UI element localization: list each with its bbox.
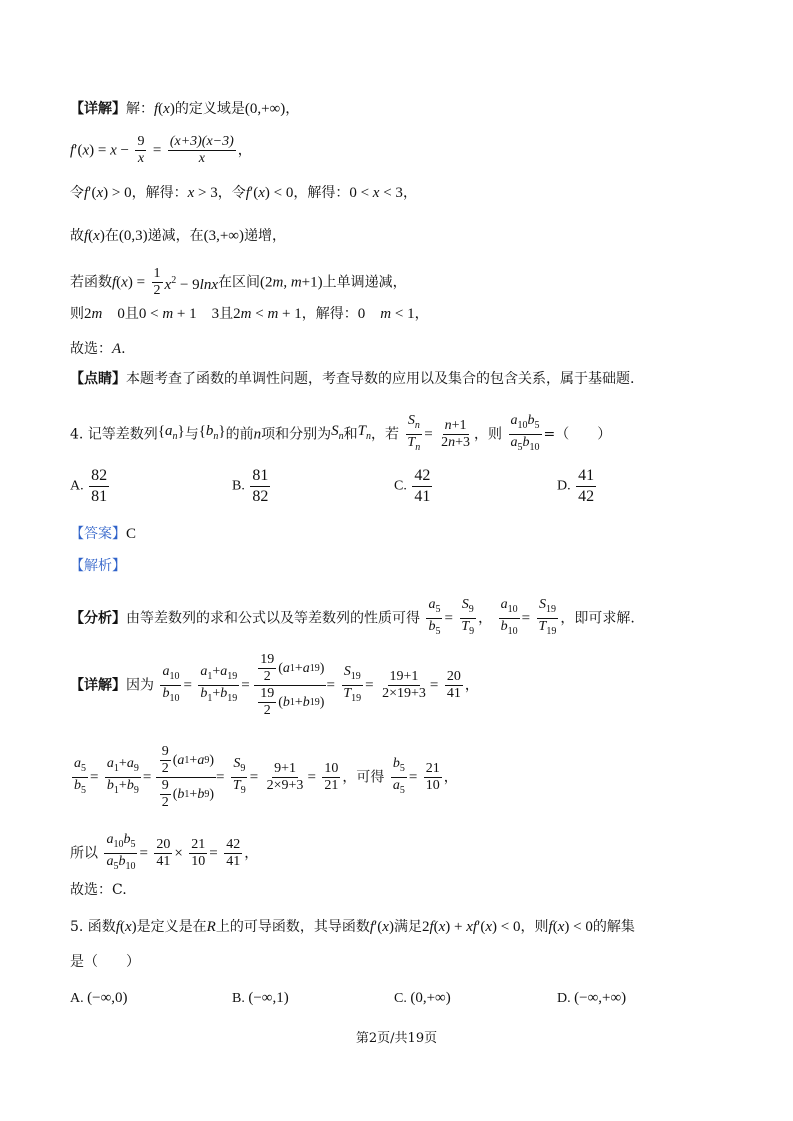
q5-option-b-value: (−∞,1) [248, 990, 289, 1006]
q5-option-c-value: (0,+∞) [410, 990, 451, 1006]
q4-option-b-num: 81 [250, 466, 270, 487]
q4-choose: 故选：C. [70, 882, 127, 898]
q5-option-a-value: (−∞,0) [87, 990, 128, 1006]
q4-stem: 4. 记等差数列$\{a_n\}$与$\{b_n\}$的前n项和分别为$S_n$和$T_n$，若 $\frac{S_n}{T_n}$ = $\frac{n+1}{2n+3}$ ，则 $\frac{a_{10}b_5}{a_5b_{10}}$ =（ ） [70, 413, 612, 453]
q4-option-b-den: 82 [252, 488, 269, 505]
q4-detail-line-1: 【详解】因为 $\frac{a_{10}}{b_{10}}$ = $\frac{a_1+a_{19}}{b_1+b_{19}}$ = $\frac{19}{2}$ ( a 1 + a 19 ) $\frac{19}{2}$ ( b 1 + b 19 ) = $\frac{S_{19}}{T_{19}}$ = $\frac{19+1}{2\times 19+3}$ = $\frac{20}{41}$ ， [70, 652, 479, 718]
q5-stem-e: ，则 [520, 919, 549, 935]
q4-option-d-den: 42 [578, 488, 595, 505]
q5-option-b[interactable] [232, 990, 289, 1007]
q4-stem-b: 与 [184, 426, 199, 443]
detail-intro: 解： [126, 101, 154, 117]
q4-option-a-den: 81 [91, 488, 108, 505]
q4-analysis-line [70, 556, 126, 576]
q4-stem-a: 4. 记等差数列 [70, 426, 158, 443]
therefore: 所以 [70, 845, 98, 862]
q4-stem-e: 和 [343, 426, 358, 443]
and-2: 且 [219, 306, 234, 322]
sign-analysis-line: 令f′(x) > 0，解得：x > 3，令f′(x) < 0，解得：0 < x < 3， [70, 185, 417, 201]
q5-option-a-label: A. [70, 991, 84, 1006]
solve-2: 解得： [307, 185, 350, 201]
choose-label: 故选： [70, 341, 112, 357]
q4-stem-d: 项和分别为 [261, 426, 332, 443]
q5-stem-d: 满足 [393, 919, 422, 935]
answer-tag: 【答案】 [70, 526, 126, 542]
q5-option-d-value: (−∞,+∞) [574, 990, 627, 1006]
q4-option-a-num: 82 [89, 466, 109, 487]
solve-3: ，解得： [301, 306, 358, 322]
in: 在 [104, 228, 119, 244]
fenxi-text-a: 由等差数列的求和公式以及等差数列的性质可得 [126, 610, 420, 627]
fenxi-text-b: ，即可求解. [560, 610, 635, 627]
q4-option-b-label: B. [232, 478, 245, 494]
function-interval-line: 若函数f(x) = $\frac{1}{2}$ $x^2 - 9\ln x$在区间(2m, m+1)上单调递减， [70, 266, 407, 298]
choose-a-line: 故选：A. [70, 341, 126, 357]
q5-option-a[interactable] [70, 990, 128, 1007]
q4-option-b[interactable] [232, 466, 272, 507]
increasing: 递增， [244, 228, 286, 244]
q4-option-c-num: 42 [412, 466, 432, 487]
derivative-line: f′(x) = x − $\frac{9}{x}$ = $\frac{(x+3)(x-3)}{x}$ ， [70, 134, 252, 166]
analysis-tag: 【解析】 [70, 558, 126, 574]
q5-option-d[interactable] [557, 990, 626, 1007]
q4-option-c[interactable] [394, 466, 434, 507]
derivative-numerator: (x+3)(x−3) [169, 134, 234, 149]
thus-get: ，可得 [342, 769, 385, 786]
solve-1: 解得： [145, 185, 188, 201]
detail-tag: 【详解】 [70, 101, 126, 117]
condition-line: 则2m 0且0 < m + 1 3且2m < m + 1，解得：0 m < 1， [70, 306, 429, 322]
then: 则 [70, 306, 84, 322]
monotone-decreasing: 上单调递减， [322, 274, 407, 291]
domain-tail: 的定义域是 [174, 101, 245, 117]
let-2: 令 [231, 185, 246, 201]
q4-stem-f: ，若 [370, 426, 399, 443]
q4-detail-line-2: $\frac{a_5}{b_5}$ = $\frac{a_1+a_9}{b_1+b_9}$ = $\frac{9}{2}$ ( a 1 + a 9 ) $\frac{9}{2}$ ( b 1 + b 9 ) = $\frac{S_9}{T_9}$ = $\frac{9+1}{2\times 9+3}$ = $\frac{10}{21}$ ，可得 $\frac{b_5}{a_5}$ = $\frac{21}{10}$ ， [74, 744, 458, 810]
q4-option-c-den: 41 [414, 488, 431, 505]
q4-fenxi-line: 【分析】由等差数列的求和公式以及等差数列的性质可得 $\frac{a_5}{b_5}$ = $\frac{S_9}{T_9}$ ， $\frac{a_{10}}{b_{10}}$ = $\frac{S_{19}}{T_{19}}$ ，即可求解. [70, 597, 635, 637]
q4-option-d-label: D. [557, 478, 571, 494]
q4-option-c-label: C. [394, 478, 407, 494]
q4-answer-line [70, 524, 136, 544]
choose-letter: A [112, 341, 122, 357]
page-footer: 第2页/共19页 [355, 1031, 438, 1046]
q4-option-a[interactable] [70, 466, 111, 507]
fenxi-tag: 【分析】 [70, 610, 126, 627]
because: 因为 [126, 677, 154, 694]
in-interval: 在区间 [217, 274, 260, 291]
comment-text: 本题考查了函数的单调性问题，考查导数的应用以及集合的包含关系，属于基础题. [126, 371, 635, 387]
q5-option-c-label: C. [394, 991, 407, 1006]
q4-option-d-num: 41 [576, 466, 596, 487]
q5-stem-a: 5. 函数 [70, 919, 116, 935]
q4-detail-line-3: 所以 $\frac{a_{10}b_5}{a_5b_{10}}$ = $\frac{20}{41}$ × $\frac{21}{10}$ = $\frac{42}{41}$ ， [70, 832, 259, 872]
q5-stem-c: 上的可导函数，其导函数 [215, 919, 370, 935]
comment-line [70, 369, 634, 389]
and-1: 且 [124, 306, 139, 322]
let-1: 令 [70, 185, 84, 201]
q4-stem-g: ，则 [474, 426, 503, 443]
if-function: 若函数 [70, 274, 112, 291]
q4-stem-h: =（ ） [543, 426, 612, 443]
q5-stem-line-1: 5. 函数f(x)是定义是在R上的可导函数，其导函数f′(x)满足2f(x) + xf′(x) < 0，则f(x) < 0的解集 [70, 919, 635, 935]
q4-choose-line [70, 880, 127, 900]
q4-stem-c: 的前 [225, 426, 254, 443]
comment-tag: 【点睛】 [70, 371, 126, 387]
q5-option-d-label: D. [557, 991, 571, 1006]
q4-detail-tag: 【详解】 [70, 677, 126, 694]
decreasing-in: 递减，在 [147, 228, 204, 244]
answer-value: C [126, 526, 137, 542]
q5-stem-line-2 [70, 952, 140, 972]
q4-option-d[interactable] [557, 466, 598, 507]
q5-stem-g: 是（ ） [70, 954, 140, 970]
monotonic-line: 故f(x)在(0,3)递减，在(3,+∞)递增， [70, 228, 286, 244]
q5-stem-f: 的解集 [592, 919, 635, 935]
q5-stem-b: 是定义是在 [136, 919, 207, 935]
q4-option-a-label: A. [70, 478, 84, 494]
detail-line-domain: 【详解】解：f(x)的定义域是(0,+∞)， [70, 101, 300, 117]
q5-option-b-label: B. [232, 991, 245, 1006]
q5-option-c[interactable] [394, 990, 451, 1007]
hence: 故 [70, 228, 84, 244]
